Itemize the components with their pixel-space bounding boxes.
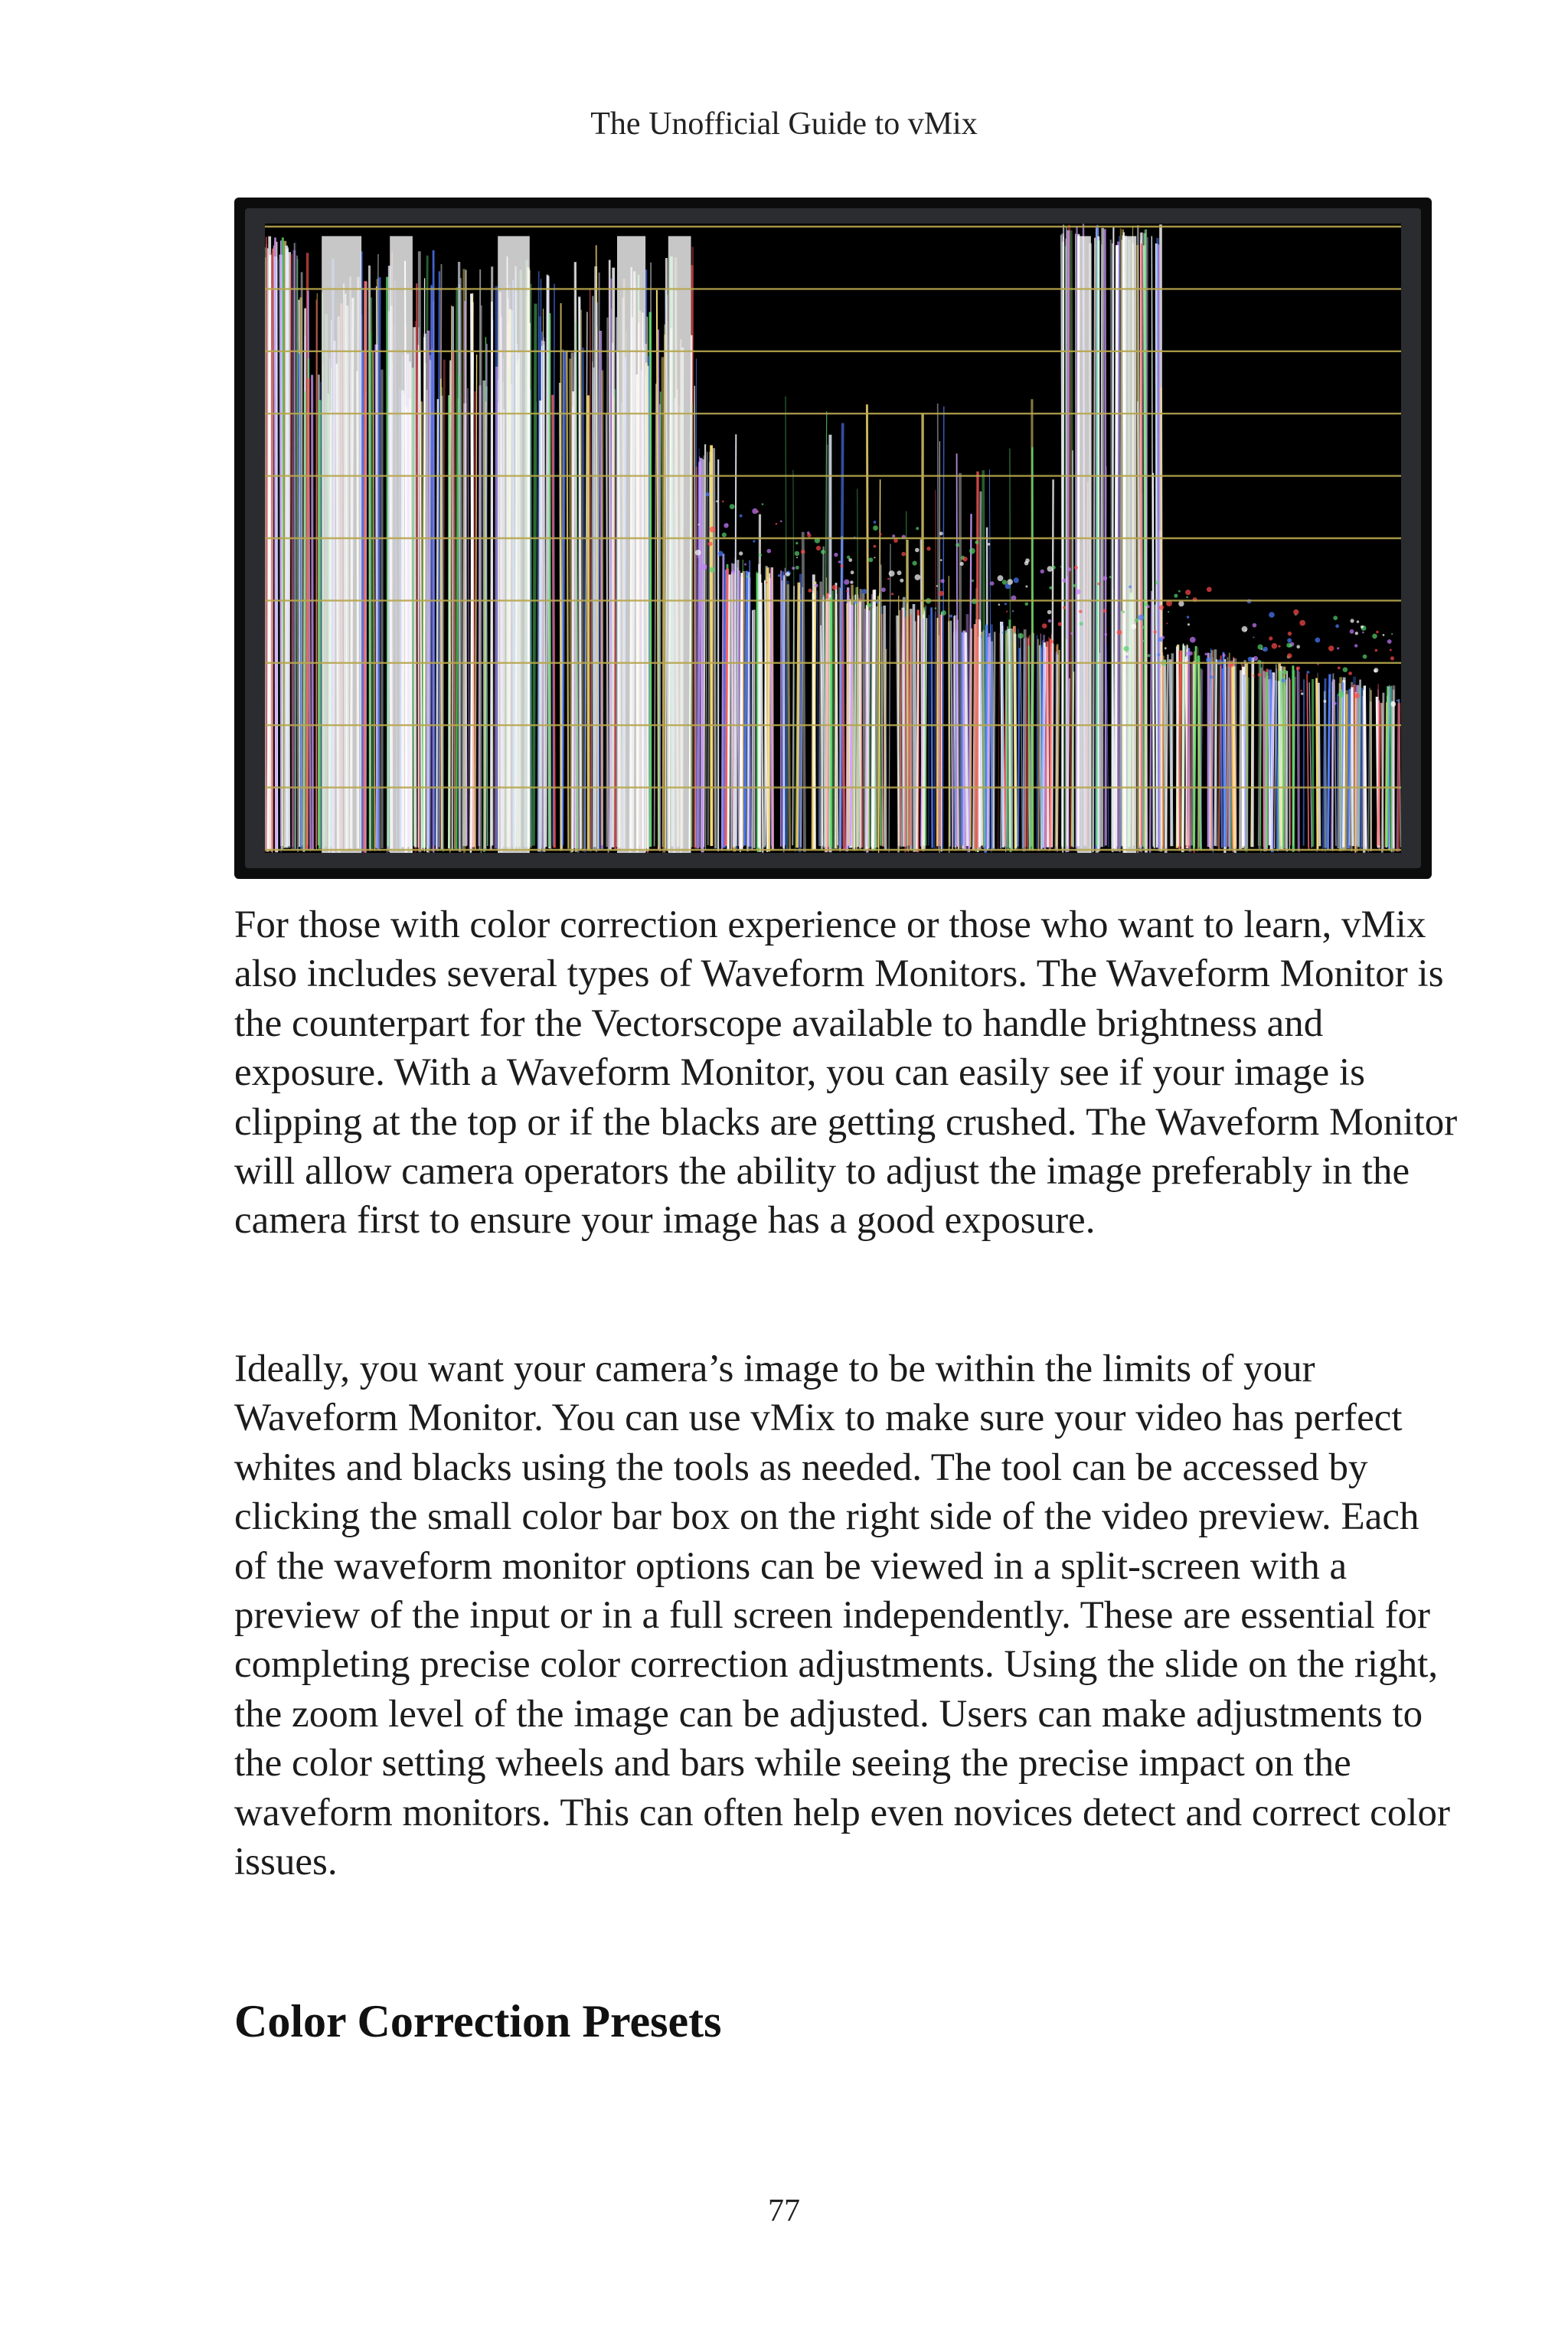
running-header: The Unofficial Guide to vMix <box>590 106 978 142</box>
section-heading: Color Correction Presets <box>234 1996 722 2047</box>
paragraph-waveform-intro: For those with color correction experience or those who want to learn, vMix also includes several types of Waveform Monitors. The Waveform Monitor is the counterpart for the Vectorscope available to handle brightness and exposure. With a Waveform Monitor, you can easily see if your image is clipping at the top or if the blacks are getting crushed. The Waveform Monitor will allow camera operators the ability to adjust the image preferably in the camera first to ensure your image has a good exposure. <box>234 903 1458 1243</box>
paragraph-waveform-usage: Ideally, you want your camera’s image to be within the limits of your Waveform Monitor. You can use vMix to make sure your video has perfect whites and blacks using the tools as needed. The tool can be accessed by clicking the small color bar box on the right side of the video preview. Each of the waveform monitor options can be viewed in a split-screen with a preview of the input or in a full screen independently. These are essential for completing precise color correction adjustments. Using the slide on the right, the zoom level of the image can be adjusted. Users can make adjustments to the color setting wheels and bars while seeing the precise impact on the waveform monitors. This can often help even novices detect and correct color issues. <box>234 1348 1450 1884</box>
page-number: 77 <box>768 2194 800 2229</box>
waveform-scope <box>265 224 1401 853</box>
waveform-monitor-image <box>234 198 1432 879</box>
